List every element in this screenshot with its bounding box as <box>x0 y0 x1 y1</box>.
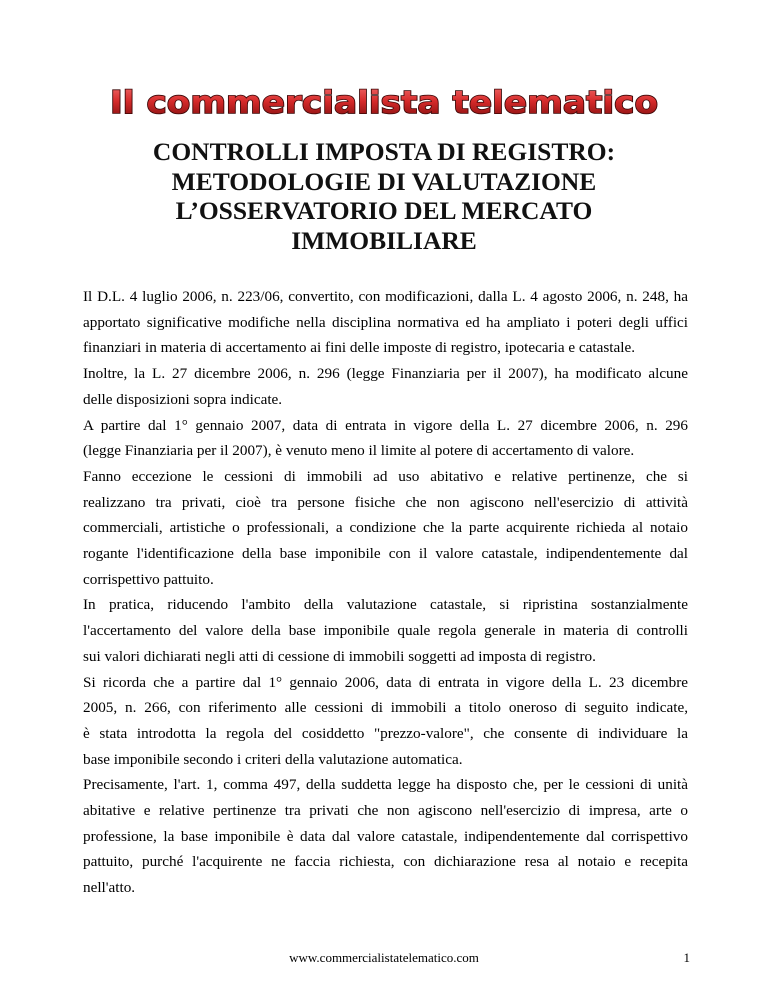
body-line: A partire dal 1° gennaio 2007, data di entrata in vigore della L. 27 dicembre 2006, n. 296 <box>83 416 688 434</box>
body-line: corrispettivo pattuito. <box>83 570 214 588</box>
body-line: apportato significative modifiche nella disciplina normativa ed ha ampliato i poteri degli uffici <box>83 313 688 331</box>
body-line: Il D.L. 4 luglio 2006, n. 223/06, convertito, con modificazioni, dalla L. 4 agosto 2006, n. 248, ha <box>83 288 688 305</box>
title-line: IMMOBILIARE <box>291 225 477 255</box>
title-line: L’OSSERVATORIO DEL MERCATO <box>175 196 593 225</box>
body-line: Si ricorda che a partire dal 1° gennaio 2006, data di entrata in vigore della L. 23 dicembre <box>83 673 688 691</box>
logo-text: Il commercialista telematico <box>110 85 658 121</box>
body-line: pattuito, purché l'acquirente ne faccia richiesta, con dichiarazione resa al notaio e recepita <box>83 853 688 871</box>
body-line: Fanno eccezione le cessioni di immobili ad uso abitativo e relative pertinenze, che si <box>83 467 688 485</box>
body-line: è stata introdotta la regola del cosiddetto "prezzo-valore", che consente di individuare la <box>83 724 688 742</box>
body-line: finanziari in materia di accertamento ai fini delle imposte di registro, ipotecaria e catastale. <box>83 339 635 357</box>
site-logo <box>0 84 768 124</box>
title-line: METODOLOGIE DI VALUTAZIONE <box>171 166 597 196</box>
body-line: base imponibile secondo i criteri della valutazione automatica. <box>83 750 463 768</box>
body-line: abitative e relative pertinenze tra privati che non agiscono nell'esercizio di impresa, arte o <box>83 802 688 820</box>
body-line: 2005, n. 266, con riferimento alle cessioni di immobili a titolo oneroso di seguito indicate, <box>83 699 688 717</box>
page-number: 1 <box>683 950 690 965</box>
body-line: delle disposizioni sopra indicate. <box>83 390 283 408</box>
body-line: l'accertamento del valore della base imponibile quale regola generale in materia di controlli <box>83 622 688 640</box>
title-line: CONTROLLI IMPOSTA DI REGISTRO: <box>152 137 616 166</box>
body-line: (legge Finanziaria per il 2007), è venuto meno il limite al potere di accertamento di valore. <box>83 442 635 460</box>
body-line: Inoltre, la L. 27 dicembre 2006, n. 296 (legge Finanziaria per il 2007), ha modificato alcune <box>83 365 688 383</box>
body-line: commerciali, artistiche o professionali, a condizione che la parte acquirente richieda al notaio <box>83 519 688 537</box>
body-line: Precisamente, l'art. 1, comma 497, della suddetta legge ha disposto che, per le cessioni di unità <box>83 776 688 794</box>
body-line: rogante l'identificazione della base imponibile con il valore catastale, indipendentemente dal <box>83 545 688 563</box>
footer-url: www.commercialistatelematico.com <box>289 950 479 965</box>
article-body <box>83 284 688 901</box>
body-line: nell'atto. <box>83 879 136 897</box>
body-line: In pratica, riducendo l'ambito della valutazione catastale, si ripristina sostanzialmente <box>83 596 688 614</box>
body-line: professione, la base imponibile è data dal valore catastale, indipendentemente dal corrispettivo <box>83 827 688 845</box>
page-title <box>100 137 668 255</box>
body-line: realizzano tra privati, cioè tra persone fisiche che non agiscono nell'esercizio di attività <box>83 493 688 511</box>
body-line: sui valori dichiarati negli atti di cessione di immobili soggetti ad imposta di registro. <box>83 647 596 665</box>
